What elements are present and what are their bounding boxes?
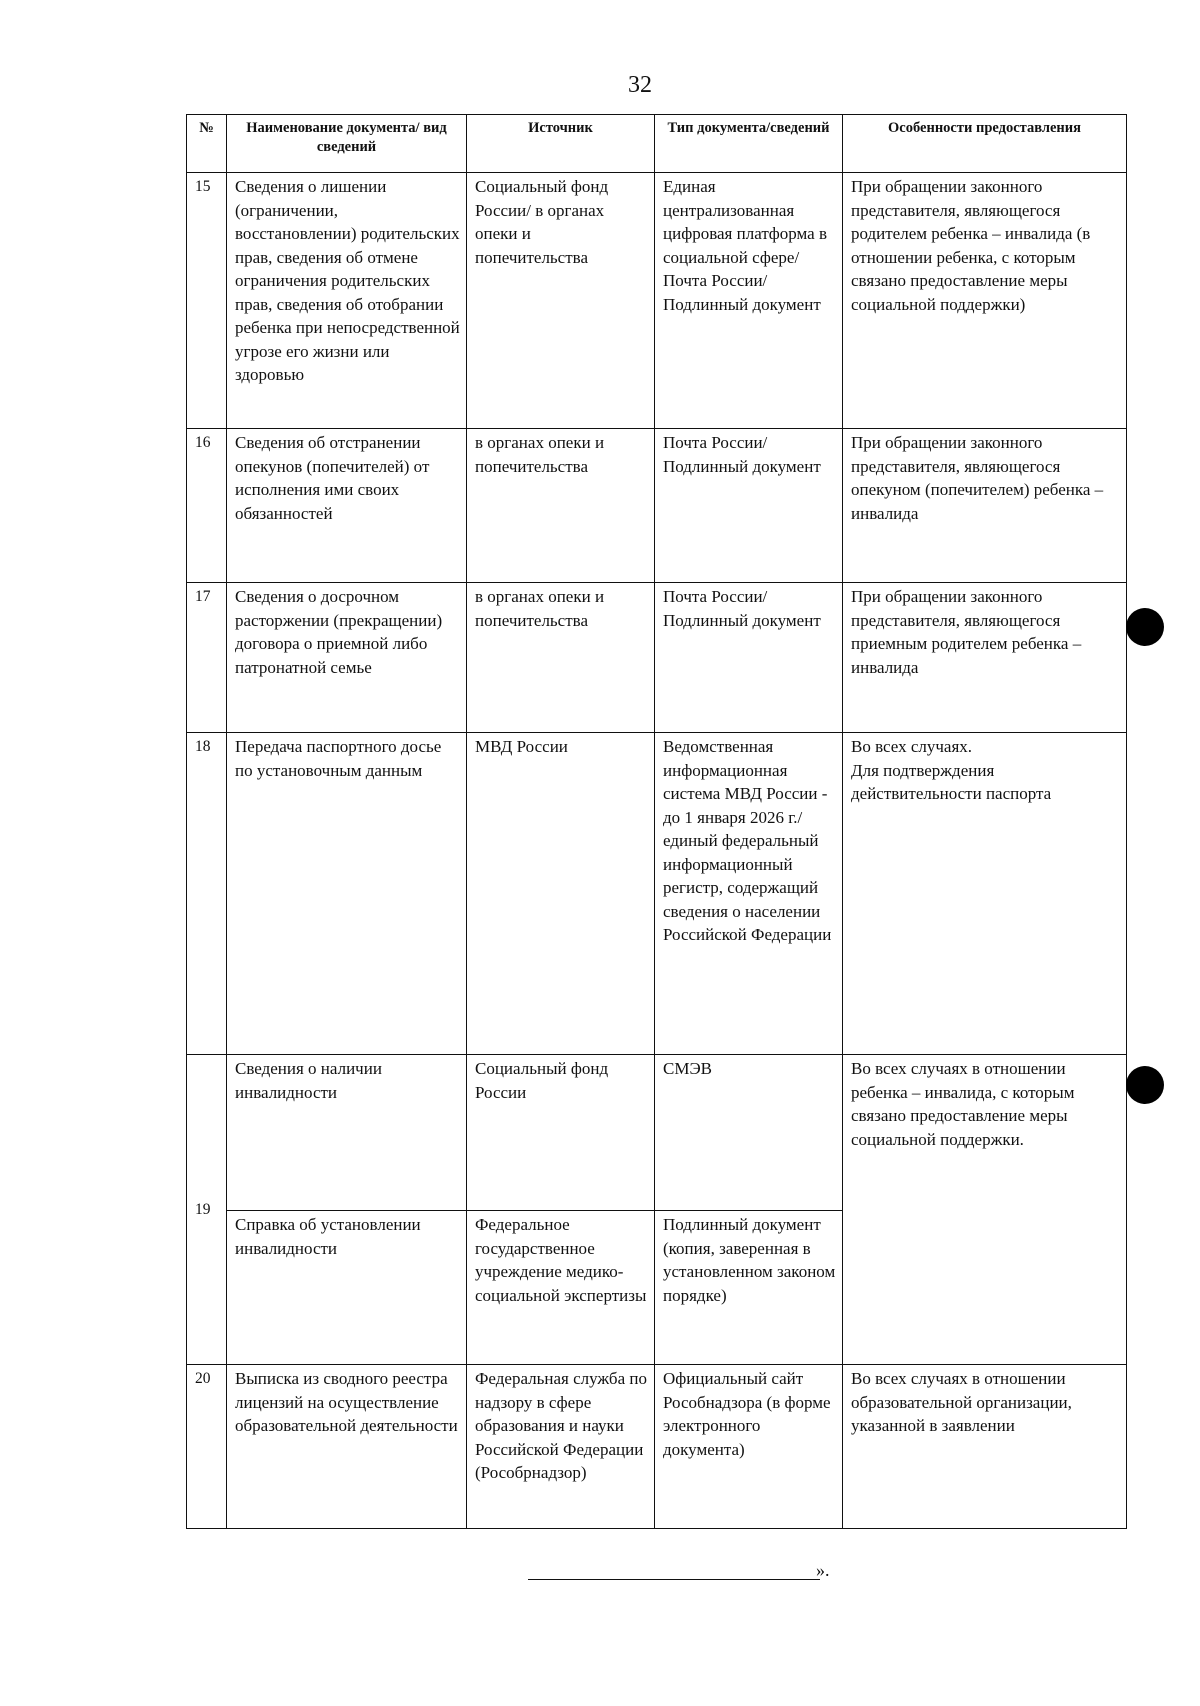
- document-name: Выписка из сводного реестра лицензий на осуществление образовательной деятельности: [227, 1365, 467, 1529]
- document-source: Социальный фонд России: [467, 1055, 655, 1211]
- document-source: Федеральное государственное учреждение медико-социальной экспертизы: [467, 1211, 655, 1365]
- table-row: [187, 733, 1127, 1055]
- document-features: При обращении законного представителя, являющегося опекуном (попечителем) ребенка – инвалида: [843, 429, 1127, 583]
- document-features-text: Во всех случаях. Для подтверждения действительности паспорта: [851, 737, 1052, 803]
- document-features: При обращении законного представителя, являющегося родителем ребенка – инвалида (в отношении ребенка, с которым связано предоставление меры социальной поддержки): [843, 173, 1127, 429]
- documents-table: [186, 114, 1127, 1529]
- document-type: Официальный сайт Рособнадзора (в форме электронного документа): [655, 1365, 843, 1529]
- table-row: [187, 429, 1127, 583]
- closing-quote: ».: [816, 1560, 830, 1580]
- document-features: При обращении законного представителя, являющегося приемным родителем ребенка – инвалида: [843, 583, 1127, 733]
- document-type: Почта России/ Подлинный документ: [655, 429, 843, 583]
- header-name: Наименование документа/ вид сведений: [227, 115, 467, 173]
- row-number: 19: [187, 1055, 227, 1365]
- document-features: Во всех случаях в отношении ребенка – инвалида, с которым связано предоставление меры социальной поддержки.: [843, 1055, 1127, 1365]
- header-type: Тип документа/сведений: [655, 115, 843, 173]
- document-type: Ведомственная информационная система МВД России - до 1 января 2026 г./единый федеральный информационный регистр, содержащий сведения о населении Российской Федерации: [655, 733, 843, 1055]
- document-name: Справка об установлении инвалидности: [227, 1211, 467, 1365]
- document-source: МВД России: [467, 733, 655, 1055]
- header-source: Источник: [467, 115, 655, 173]
- document-type: СМЭВ: [655, 1055, 843, 1211]
- table-row: [187, 583, 1127, 733]
- table-header-row: [187, 115, 1127, 173]
- row-number: 15: [187, 173, 227, 429]
- header-num: №: [187, 115, 227, 173]
- row-number: 16: [187, 429, 227, 583]
- header-features: Особенности предоставления: [843, 115, 1127, 173]
- document-source: в органах опеки и попечительства: [467, 583, 655, 733]
- document-name: Сведения об отстранении опекунов (попечителей) от исполнения ими своих обязанностей: [227, 429, 467, 583]
- document-name: Передача паспортного досье по установочным данным: [227, 733, 467, 1055]
- document-features: Во всех случаях в отношении образовательной организации, указанной в заявлении: [843, 1365, 1127, 1529]
- document-type: Почта России/ Подлинный документ: [655, 583, 843, 733]
- table-row: [187, 1365, 1127, 1529]
- closing-underline: [528, 1579, 820, 1580]
- table-row: [187, 1055, 1127, 1211]
- row-number: 17: [187, 583, 227, 733]
- document-source: в органах опеки и попечительства: [467, 429, 655, 583]
- document-features: [843, 733, 1127, 1055]
- punch-hole-mark: [1126, 1066, 1164, 1104]
- document-name: Сведения о лишении (ограничении, восстановлении) родительских прав, сведения об отмене ограничения родительских прав, сведения об отобрании ребенка при непосредственной угрозе его жизни или здоровью: [227, 173, 467, 429]
- page-number: 32: [628, 72, 652, 98]
- row-number: 18: [187, 733, 227, 1055]
- document-type: Единая централизованная цифровая платформа в социальной сфере/ Почта России/ Подлинный документ: [655, 173, 843, 429]
- document-name: Сведения о досрочном расторжении (прекращении) договора о приемной либо патронатной семье: [227, 583, 467, 733]
- document-type: Подлинный документ (копия, заверенная в установленном законом порядке): [655, 1211, 843, 1365]
- document-name: Сведения о наличии инвалидности: [227, 1055, 467, 1211]
- punch-hole-mark: [1126, 608, 1164, 646]
- table-row: [187, 173, 1127, 429]
- document-source: Социальный фонд России/ в органах опеки и попечительства: [467, 173, 655, 429]
- document-source: Федеральная служба по надзору в сфере образования и науки Российской Федерации (Рособрнадзор): [467, 1365, 655, 1529]
- row-number: 20: [187, 1365, 227, 1529]
